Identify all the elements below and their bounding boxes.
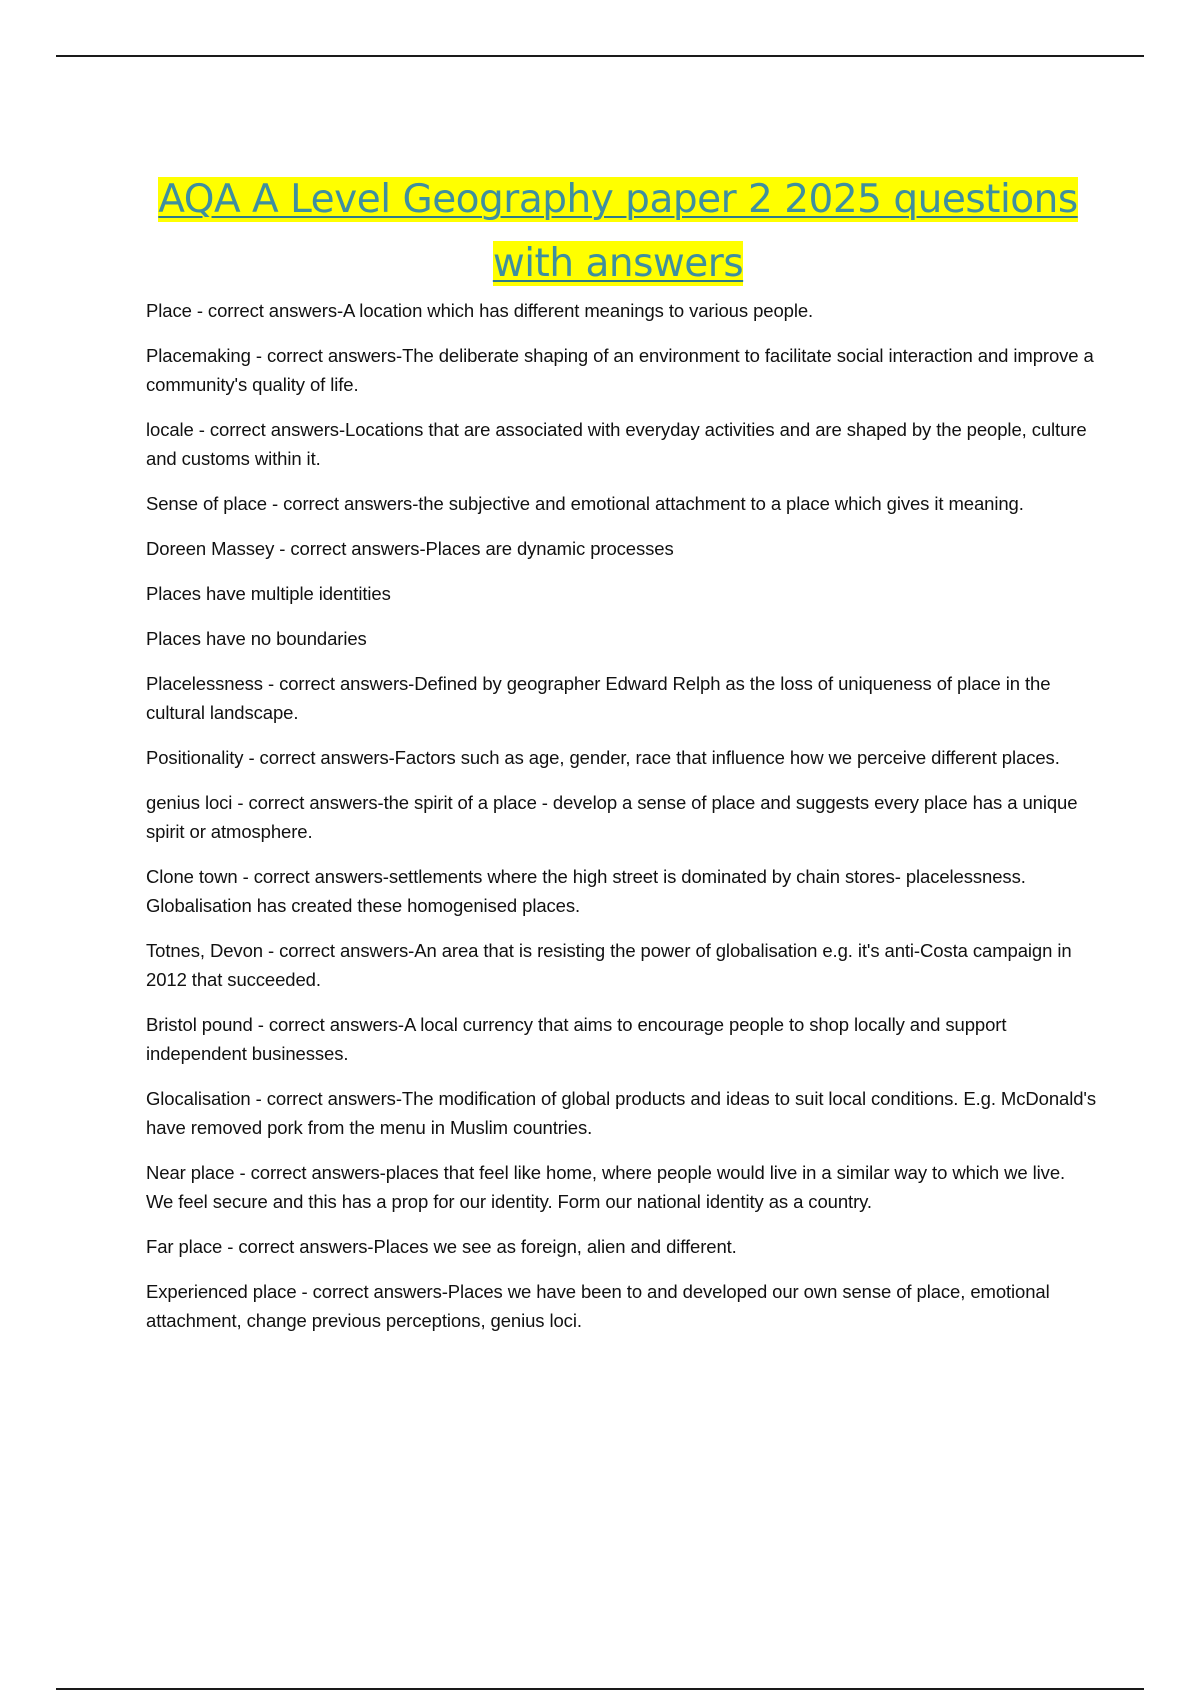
qa-entry: Far place - correct answers-Places we see as foreign, alien and different. bbox=[146, 1236, 737, 1257]
qa-entry: Place - correct answers-A location which has different meanings to various people. bbox=[146, 300, 814, 321]
qa-list bbox=[146, 296, 1096, 1351]
qa-entry: Doreen Massey - correct answers-Places are dynamic processes bbox=[146, 538, 674, 559]
document-title bbox=[120, 168, 1116, 296]
qa-entry: Placemaking - correct answers-The deliberate shaping of an environment to facilitate social interaction and improve a community's quality of life. bbox=[146, 345, 1094, 395]
qa-entry: Places have multiple identities bbox=[146, 583, 391, 604]
qa-entry: Bristol pound - correct answers-A local currency that aims to encourage people to shop locally and support independent businesses. bbox=[146, 1014, 1007, 1064]
qa-entry: Positionality - correct answers-Factors such as age, gender, race that influence how we perceive different places. bbox=[146, 747, 1060, 768]
qa-entry: locale - correct answers-Locations that are associated with everyday activities and are shaped by the people, culture and customs within it. bbox=[146, 419, 1087, 469]
qa-entry: genius loci - correct answers-the spirit of a place - develop a sense of place and suggests every place has a unique spirit or atmosphere. bbox=[146, 792, 1078, 842]
qa-entry: Totnes, Devon - correct answers-An area that is resisting the power of globalisation e.g. it's anti-Costa campaign in 2012 that succeeded. bbox=[146, 940, 1072, 990]
qa-entry: Sense of place - correct answers-the subjective and emotional attachment to a place which gives it meaning. bbox=[146, 493, 1024, 514]
qa-entry: Experienced place - correct answers-Places we have been to and developed our own sense of place, emotional attachment, change previous perceptions, genius loci. bbox=[146, 1281, 1050, 1331]
bottom-rule bbox=[56, 1688, 1144, 1690]
top-rule bbox=[56, 55, 1144, 57]
qa-entry: Near place - correct answers-places that feel like home, where people would live in a similar way to which we live. We feel secure and this has a prop for our identity. Form our national identity as a country. bbox=[146, 1162, 1066, 1212]
document-title-text: AQA A Level Geography paper 2 2025 questions with answers bbox=[158, 177, 1078, 286]
qa-entry: Places have no boundaries bbox=[146, 628, 367, 649]
qa-entry: Clone town - correct answers-settlements where the high street is dominated by chain stores- placelessness. Globalisation has created these homogenised places. bbox=[146, 866, 1026, 916]
qa-entry: Placelessness - correct answers-Defined by geographer Edward Relph as the loss of uniqueness of place in the cultural landscape. bbox=[146, 673, 1051, 723]
qa-entry: Glocalisation - correct answers-The modification of global products and ideas to suit local conditions. E.g. McDonald's have removed pork from the menu in Muslim countries. bbox=[146, 1088, 1096, 1138]
